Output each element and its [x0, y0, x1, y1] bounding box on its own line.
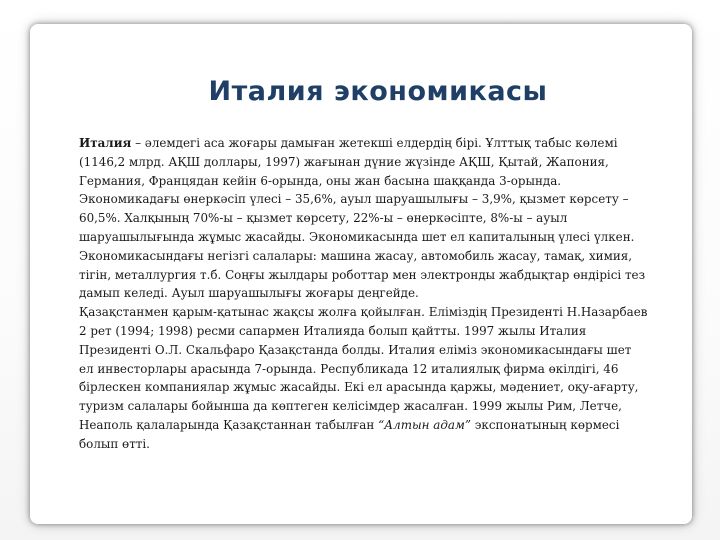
paragraph-lead: Италия: [79, 136, 132, 150]
golden-man-title: “Алтын адам”: [378, 417, 471, 432]
slide-body: [79, 134, 649, 454]
paragraph-economy: [79, 134, 649, 303]
paragraph-economy-text: – әлемдегі аса жоғары дамыған жетекші елдердің бірі. Ұлттық табыс көлемі (1146,2 млрд. АҚШ доллары, 1997) жағынан дүние жүзінде АҚШ, Қытай, Жапония, Германия, Францядан кейін 6-орында, оны жан басына шаққанда 3-орында. Экономикадағы өнеркәсіп үлесі – 35,6%, ауыл шаруашылығы – 3,9%, қызмет көрсету – 60,5%. Халқының 70%-ы – қызмет көрсету, 22%-ы – өнеркәсіпте, 8%-ы – ауыл шаруашылығында жұмыс жасайды. Экономикасында шет ел капиталының үлесі үлкен. Экономикасындағы негізгі салалары: машина жасау, автомобиль жасау, тамақ, химия, тігін, металлургия т.б. Соңғы жылдары роботтар мен электронды жабдықтар өндірісі тез дамып келеді. Ауыл шаруашылығы жоғары деңгейде.: [79, 136, 646, 301]
paragraph-relations: [79, 303, 649, 453]
paragraph-relations-tail: экспонатының көрмесі болып өтті.: [79, 417, 620, 451]
paragraph-relations-text: Қазақстанмен қарым-қатынас жақсы жолға қойылған. Еліміздің Президенті Н.Назарбаев 2 рет (1994; 1998) ресми сапармен Италияда болып қайтты. 1997 жылы Италия Президенті О.Л. Скальфаро Қазақстанда болды. Италия еліміз экономикасындағы шет ел инвесторлары арасында 7-орында. Республикада 12 италиялық фирма өкілдігі, 46 бірлескен компаниялар жұмыс жасайды. Екі ел арасында қаржы, мәдениет, оқу-ағарту, туризм салалары бойынша да көптеген келісімдер жасалған. 1999 жылы Рим, Летче, Неаполь қалаларында Қазақстаннан табылған: [79, 305, 648, 432]
slide-title: Италия экономикасы: [208, 76, 548, 107]
